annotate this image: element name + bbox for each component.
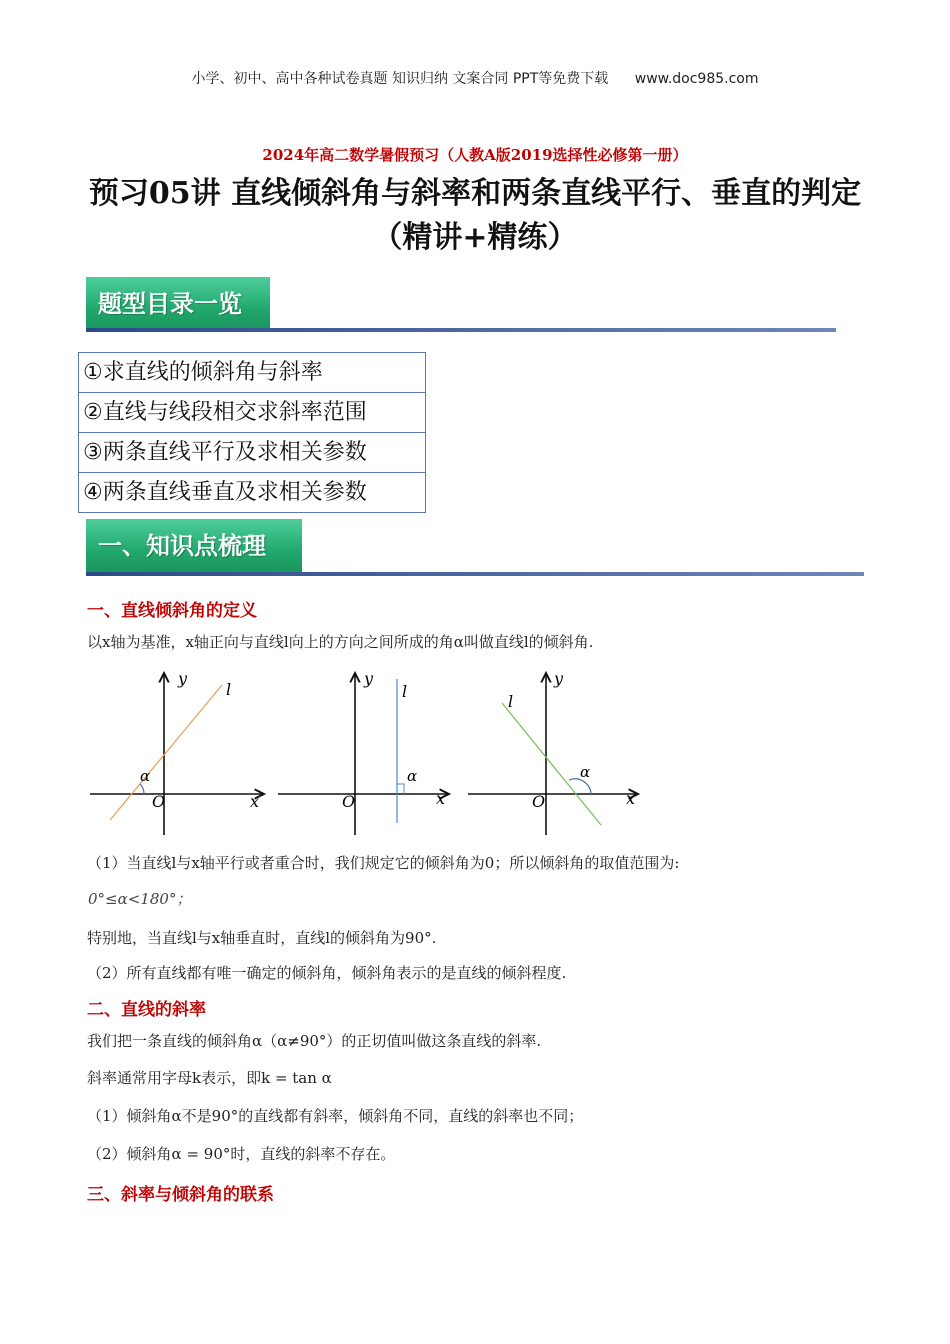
figure-acute-angle — [90, 669, 264, 835]
section-2-para-2: 斜率通常用字母k表示，即k = tan α — [87, 1069, 332, 1087]
label-y: y — [554, 669, 564, 688]
header-site[interactable]: www.doc985.com — [634, 71, 759, 87]
label-alpha: α — [140, 767, 151, 785]
knowledge-banner: 一、知识点梳理 — [86, 519, 302, 572]
section-3-heading: 三、斜率与倾斜角的联系 — [87, 1185, 274, 1205]
toc-banner: 题型目录一览 — [86, 277, 270, 330]
section-2-para-4: （2）倾斜角α = 90°时，直线的斜率不存在。 — [87, 1145, 396, 1163]
toc-item-3[interactable]: ③两条直线平行及求相关参数 — [79, 433, 425, 473]
section-2-heading: 二、直线的斜率 — [87, 1000, 206, 1020]
toc-rule — [86, 328, 836, 332]
label-y: y — [364, 669, 374, 688]
knowledge-rule — [86, 572, 864, 576]
document-title: 预习05讲 直线倾斜角与斜率和两条直线平行、垂直的判定（精讲+精练） — [88, 176, 862, 255]
label-l: l — [402, 682, 408, 701]
figure-obtuse-angle — [468, 669, 638, 835]
label-y: y — [178, 669, 188, 688]
figure-right-angle — [278, 669, 449, 835]
line-l — [110, 685, 222, 820]
label-alpha: α — [407, 767, 418, 785]
section-2-para-1: 我们把一条直线的倾斜角α（α≠90°）的正切值叫做这条直线的斜率. — [87, 1032, 542, 1050]
section-1-para-2: 特别地，当直线l与x轴垂直时，直线l的倾斜角为90°. — [87, 929, 437, 947]
document-subtitle: 2024年高二数学暑假预习（人教A版2019选择性必修第一册） — [262, 146, 688, 164]
page-header — [0, 68, 950, 88]
toc-item-4[interactable]: ④两条直线垂直及求相关参数 — [83, 480, 367, 505]
label-alpha: α — [580, 763, 591, 781]
header-text: 小学、初中、高中各种试卷真题 知识归纳 文案合同 PPT等免费下载 — [191, 71, 609, 87]
section-1-para-3: （2）所有直线都有唯一确定的倾斜角，倾斜角表示的是直线的倾斜程度. — [87, 964, 567, 982]
label-x: x — [436, 789, 446, 808]
toc-item-1[interactable]: ①求直线的倾斜角与斜率 — [79, 353, 425, 393]
section-2-para-3: （1）倾斜角α不是90°的直线都有斜率，倾斜角不同，直线的斜率也不同； — [87, 1107, 584, 1125]
toc-table — [78, 352, 426, 513]
section-1-definition: 以x轴为基准，x轴正向与直线l向上的方向之间所成的角α叫做直线l的倾斜角. — [87, 633, 594, 651]
label-origin: O — [342, 792, 356, 811]
label-origin: O — [532, 792, 546, 811]
section-1-para-1: （1）当直线l与x轴平行或者重合时，我们规定它的倾斜角为0；所以倾斜角的取值范围为: — [87, 854, 680, 872]
section-1-heading: 一、直线倾斜角的定义 — [87, 601, 257, 621]
label-x: x — [626, 789, 636, 808]
label-l: l — [226, 680, 232, 699]
section-1-range: 0°≤α<180°； — [88, 890, 192, 908]
label-origin: O — [152, 792, 166, 811]
inclination-figures — [86, 665, 656, 840]
label-x: x — [250, 792, 260, 811]
label-l: l — [508, 692, 514, 711]
toc-item-2[interactable]: ②直线与线段相交求斜率范围 — [79, 393, 425, 433]
